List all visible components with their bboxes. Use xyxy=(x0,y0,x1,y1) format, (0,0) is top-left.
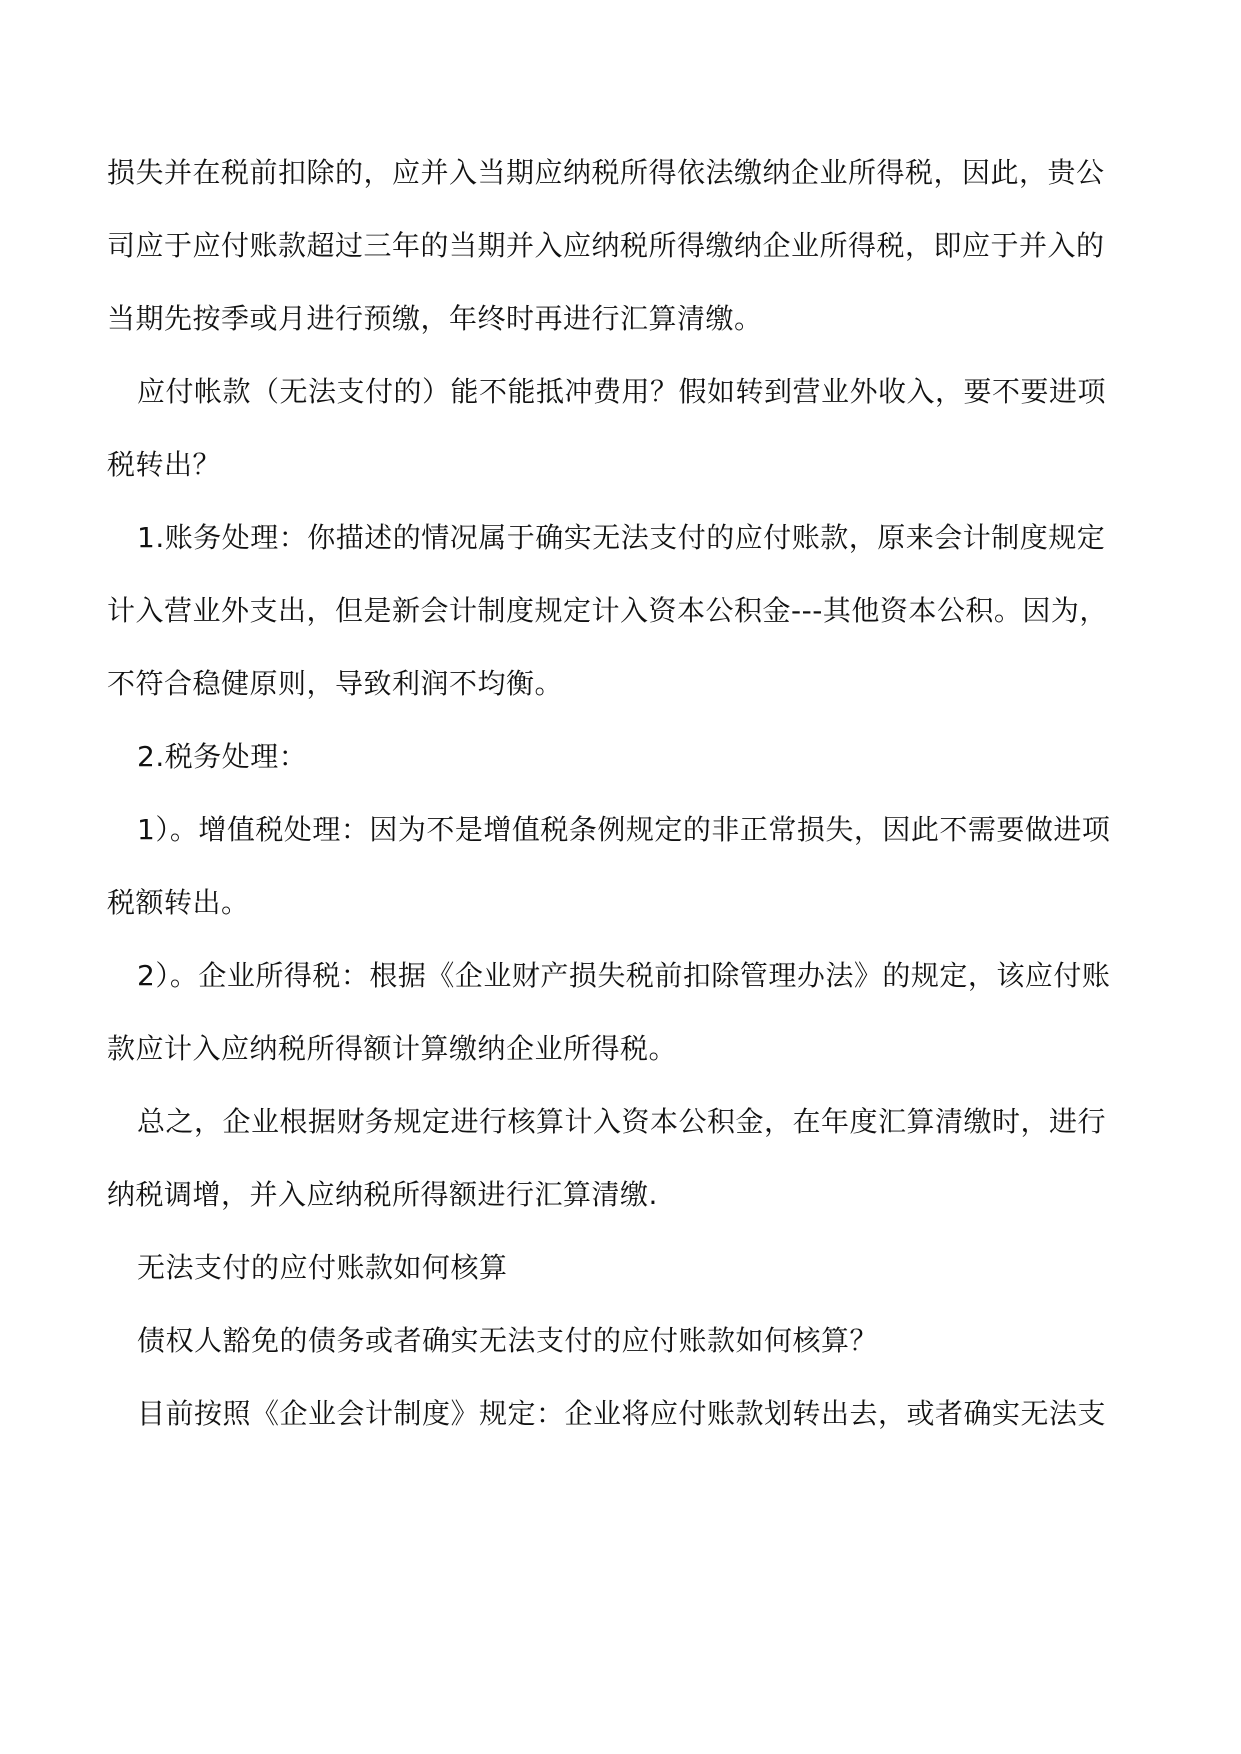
text-line: 目前按照《企业会计制度》规定：企业将应付账款划转出去，或者确实无法支 xyxy=(137,1397,1107,1430)
text-line: 税转出？ xyxy=(107,448,222,481)
text-line: 损失并在税前扣除的，应并入当期应纳税所得依法缴纳企业所得税，因此，贵公 xyxy=(107,156,1105,189)
section-heading: 无法支付的应付账款如何核算 xyxy=(137,1251,508,1284)
text-line: 债权人豁免的债务或者确实无法支付的应付账款如何核算？ xyxy=(137,1324,879,1357)
text-line: 纳税调增，并入应纳税所得额进行汇算清缴. xyxy=(107,1178,658,1211)
text-line: 当期先按季或月进行预缴，年终时再进行汇算清缴。 xyxy=(107,302,763,335)
text-line: 税额转出。 xyxy=(107,886,250,919)
text-line: 2.税务处理： xyxy=(137,740,308,773)
text-line: 司应于应付账款超过三年的当期并入应纳税所得缴纳企业所得税，即应于并入的 xyxy=(107,229,1105,262)
text-line: 款应计入应纳税所得额计算缴纳企业所得税。 xyxy=(107,1032,678,1065)
text-line: 1）。增值税处理：因为不是增值税条例规定的非正常损失，因此不需要做进项 xyxy=(137,813,1111,846)
text-line: 应付帐款（无法支付的）能不能抵冲费用？假如转到营业外收入，要不要进项 xyxy=(137,375,1107,408)
text-line: 1.账务处理：你描述的情况属于确实无法支付的应付账款，原来会计制度规定 xyxy=(137,521,1106,554)
text-line: 不符合稳健原则，导致利润不均衡。 xyxy=(107,667,564,700)
text-line: 总之，企业根据财务规定进行核算计入资本公积金，在年度汇算清缴时，进行 xyxy=(137,1105,1107,1138)
text-line: 计入营业外支出，但是新会计制度规定计入资本公积金---其他资本公积。因为， xyxy=(107,594,1108,627)
text-line: 2）。企业所得税：根据《企业财产损失税前扣除管理办法》的规定，该应付账 xyxy=(137,959,1111,992)
